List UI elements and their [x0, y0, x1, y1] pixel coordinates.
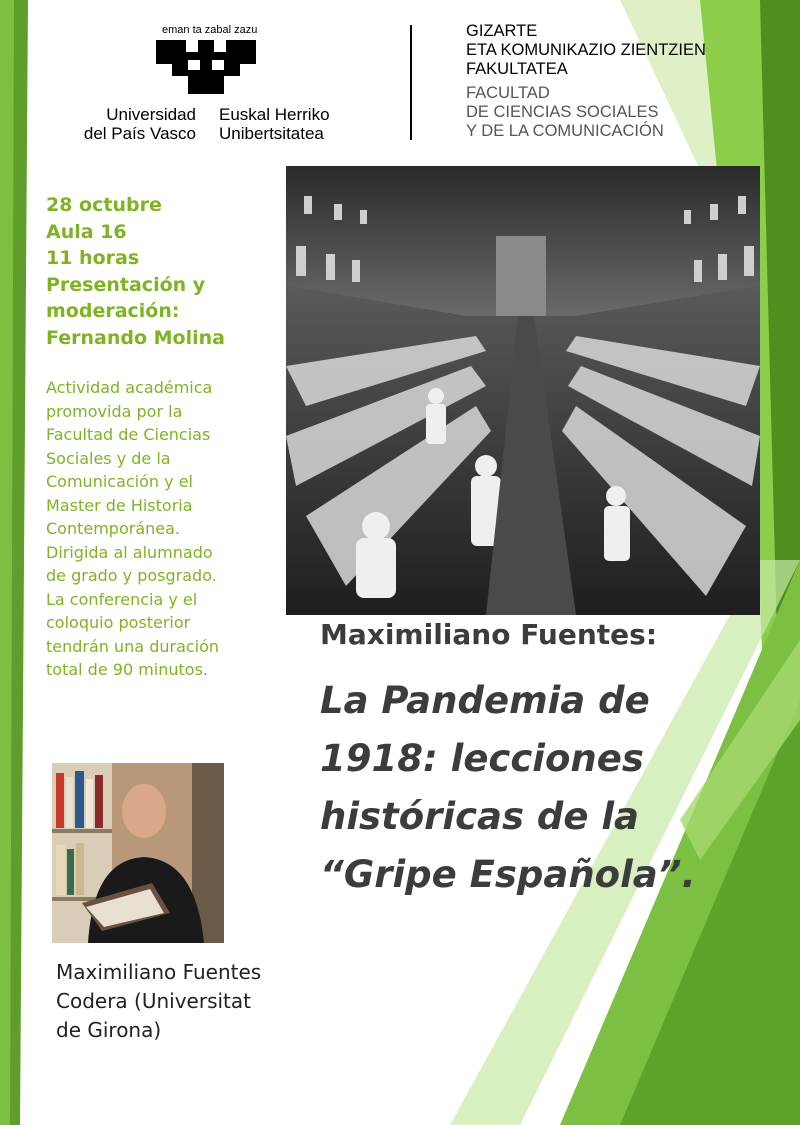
- faculty-name-es: FACULTAD DE CIENCIAS SOCIALES Y DE LA COMUNICACIÓN: [466, 84, 664, 140]
- speaker-portrait: [52, 763, 224, 943]
- event-details: 28 octubre Aula 16 11 horas Presentación y moderación: Fernando Molina: [46, 192, 225, 351]
- header-divider: [410, 25, 412, 140]
- talk-title: La Pandemia de 1918: lecciones históricas de la “Gripe Española”.: [320, 679, 696, 896]
- university-name-eu: Euskal Herriko Unibertsitatea: [219, 105, 330, 143]
- event-room: Aula 16: [46, 220, 127, 243]
- tree-emblem-icon: [152, 36, 260, 98]
- university-logo: [36, 22, 376, 152]
- moderator-name: Fernando Molina: [46, 326, 225, 349]
- speaker-caption: Maximiliano Fuentes Codera (Universitat de Girona): [56, 960, 262, 1042]
- hospital-ward-photo: [286, 166, 760, 615]
- university-name-es: Universidad del País Vasco: [83, 105, 196, 143]
- speaker-heading: Maximiliano Fuentes:: [320, 618, 658, 651]
- moderation-label: Presentación y: [46, 273, 206, 296]
- logo-motto: eman ta zabal zazu: [162, 24, 258, 36]
- speaker-face: [122, 784, 166, 838]
- event-time: 11 horas: [46, 247, 140, 269]
- event-date: 28 octubre: [46, 194, 162, 216]
- event-description: Actividad académica promovida por la Facultad de Ciencias Sociales y de la Comunicación y el Master de Historia Contemporánea. Dirigida al alumnado de grado y posgrado. La conferencia y el coloquio posterior tendrán una duración total de 90 minutos.: [46, 378, 220, 679]
- faculty-name-eu: GIZARTE ETA KOMUNIKAZIO ZIENTZIEN FAKULTATEA: [466, 22, 706, 78]
